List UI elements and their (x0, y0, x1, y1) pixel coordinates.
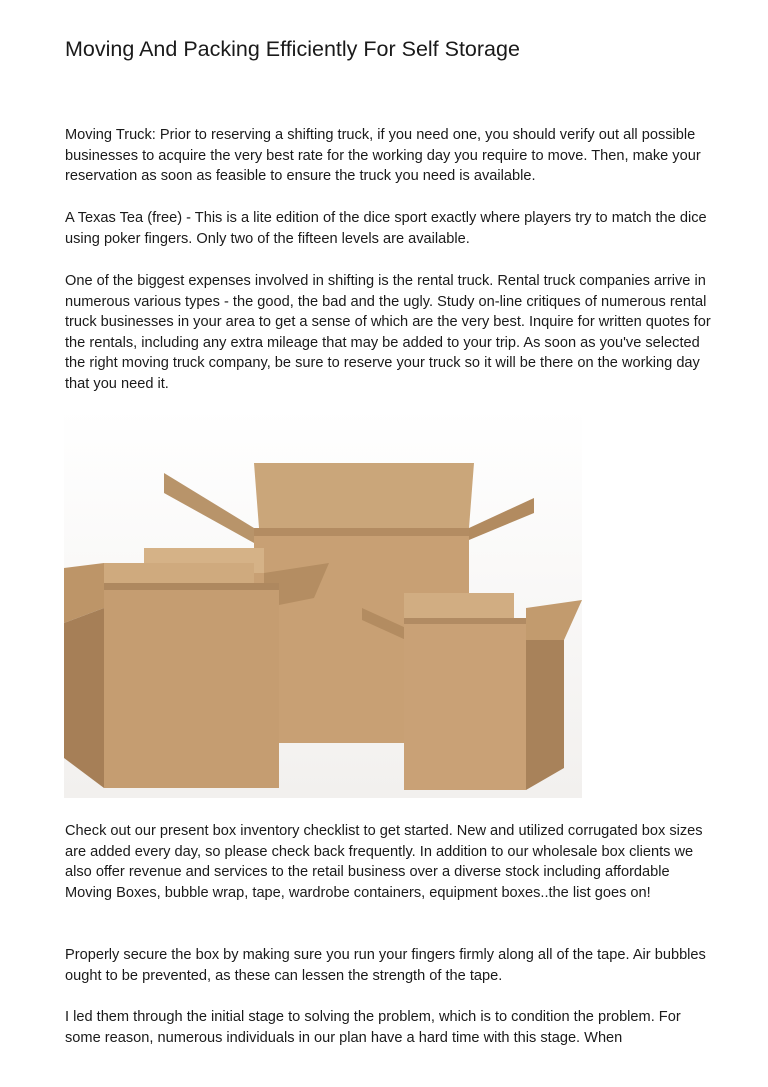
paragraph-box-inventory: Check out our present box inventory checklist to get started. New and utilized corrugated box sizes are added every day, so please check back frequently. In addition to our wholesale box clients we also offer revenue and services to the retail business over a diverse stock including affordable Moving Boxes, bubble wrap, tape, wardrobe containers, equipment boxes..the list goes on! (65, 823, 703, 901)
page-title: Moving And Packing Efficiently For Self Storage (65, 37, 520, 61)
paragraph-secure-box: Properly secure the box by making sure you run your fingers firmly along all of the tape. Air bubbles ought to be prevented, as these can lessen the strength of the tape. (65, 947, 706, 984)
cardboard-boxes-photo (64, 408, 582, 798)
paragraph-problem-solving: I led them through the initial stage to solving the problem, which is to condition the problem. For some reason, numerous individuals in our plan have a hard time with this stage. When (65, 1009, 681, 1046)
paragraph-rental-truck: One of the biggest expenses involved in shifting is the rental truck. Rental truck companies arrive in numerous various types - the good, the bad and the ugly. Study on-line critiques of numerous rental truck businesses in your area to get a sense of which are the very best. Inquire for written quotes for the rentals, including any extra mileage that may be added to your trip. As soon as you've selected the right moving truck company, be sure to reserve your truck so it will be there on the working day that you need it. (65, 273, 711, 392)
paragraph-moving-truck: Moving Truck: Prior to reserving a shifting truck, if you need one, you should verify out all possible businesses to acquire the very best rate for the working day you require to move. Then, make your reservation as soon as feasible to ensure the truck you need is available. (65, 127, 701, 184)
paragraph-texas-tea: A Texas Tea (free) - This is a lite edition of the dice sport exactly where players try to match the dice using poker fingers. Only two of the fifteen levels are available. (65, 210, 707, 247)
